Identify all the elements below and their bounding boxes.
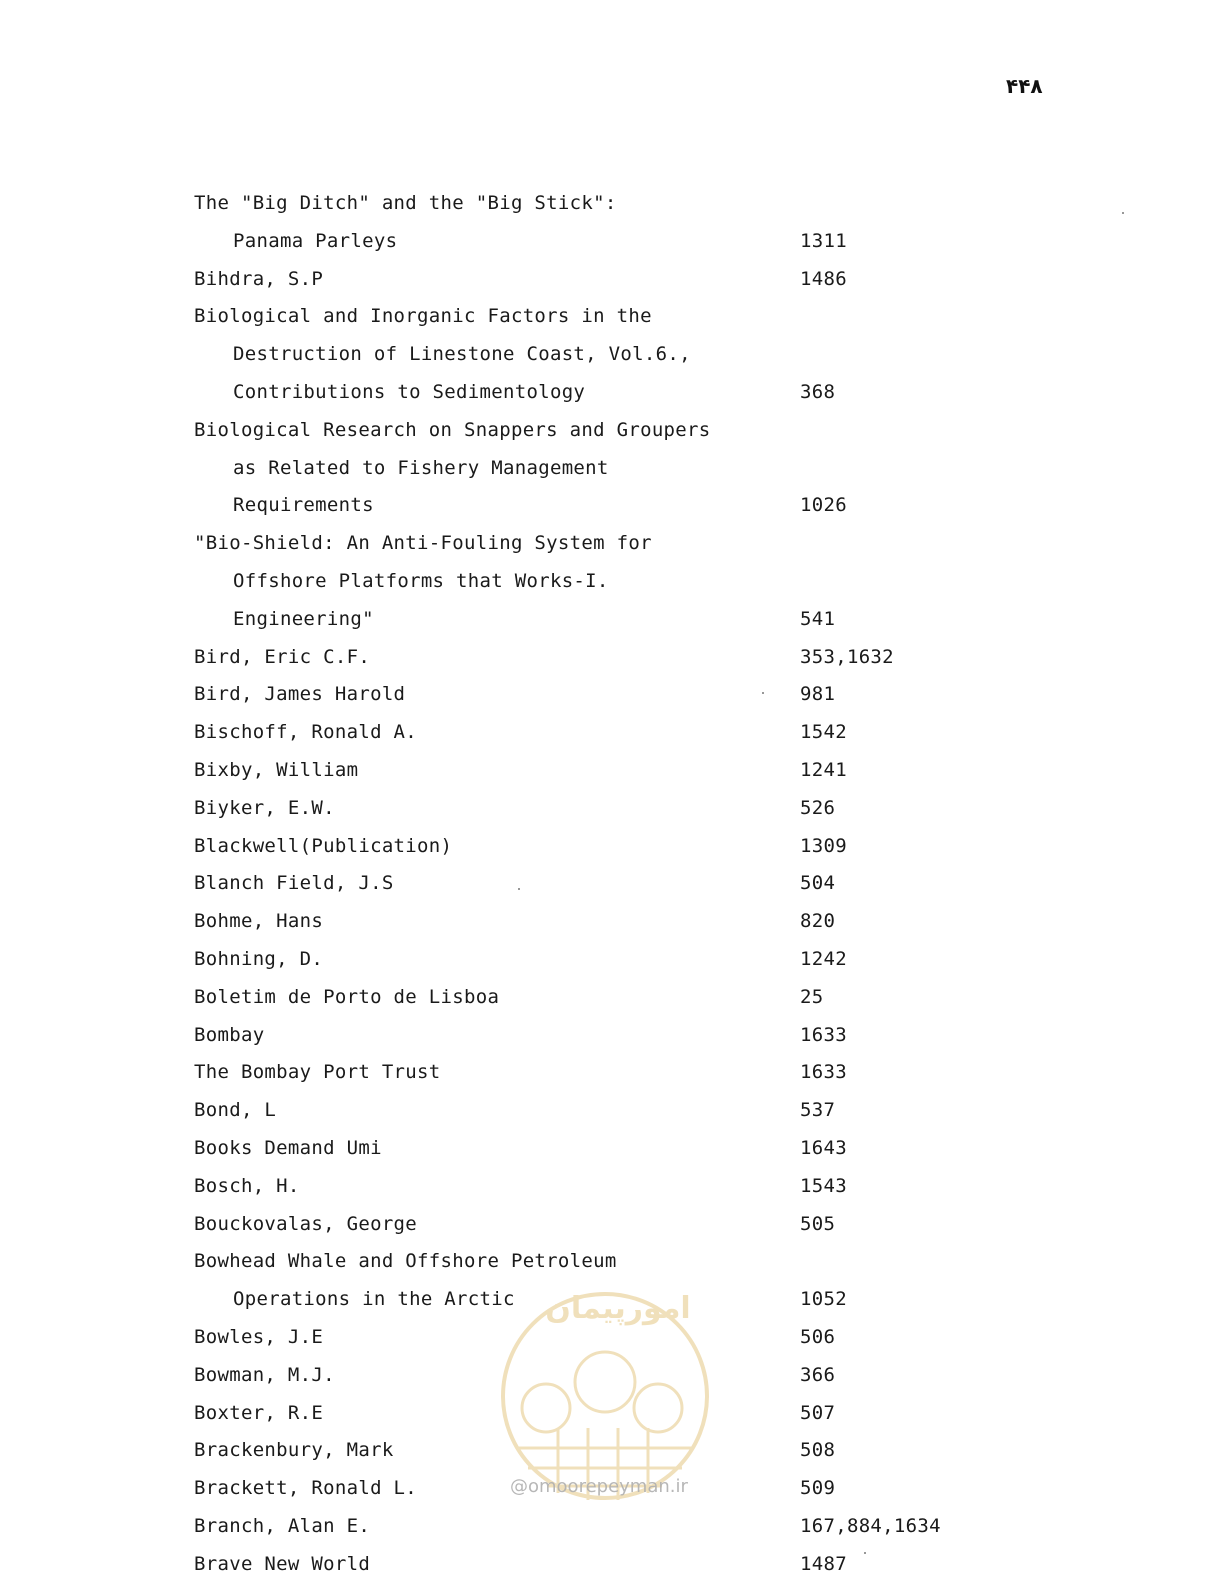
index-entry — [0, 979, 1228, 1017]
scan-speck — [762, 692, 764, 694]
page-number: ۴۴۸ — [1006, 74, 1043, 98]
index-entry-continuation — [0, 601, 1228, 639]
entry-pages: 1311 — [800, 229, 847, 252]
entry-text: Bihdra, S.P — [194, 267, 324, 290]
index-entry — [0, 903, 1228, 941]
entry-pages: 507 — [800, 1401, 836, 1424]
index-entry-continuation — [0, 336, 1228, 374]
entry-text: Boletim de Porto de Lisboa — [194, 985, 500, 1008]
entry-text: Boxter, R.E — [194, 1401, 324, 1424]
entry-text: Brackett, Ronald L. — [194, 1477, 418, 1500]
index-entry — [0, 1508, 1228, 1546]
entry-text: Bond, L — [194, 1099, 277, 1122]
entry-pages: 368 — [800, 380, 836, 403]
entry-pages: 509 — [800, 1477, 836, 1500]
entry-text: The Bombay Port Trust — [194, 1061, 441, 1084]
index-entry-continuation — [0, 374, 1228, 412]
entry-pages: 25 — [800, 985, 824, 1008]
entry-text: Bosch, H. — [194, 1174, 300, 1197]
entry-pages: 1052 — [800, 1288, 847, 1311]
scan-speck — [518, 888, 520, 890]
entry-pages: 537 — [800, 1099, 836, 1122]
index-entry-continuation — [0, 563, 1228, 601]
entry-text: Bowhead Whale and Offshore Petroleum — [194, 1250, 617, 1273]
entry-text: Bowles, J.E — [194, 1325, 324, 1348]
index-entry-continuation — [0, 450, 1228, 488]
index-entry-continuation — [0, 487, 1228, 525]
index-entry — [0, 1243, 1228, 1281]
index-entry — [0, 676, 1228, 714]
index-entry — [0, 1130, 1228, 1168]
index-entry — [0, 1168, 1228, 1206]
entry-pages: 1242 — [800, 947, 847, 970]
index-entry — [0, 1017, 1228, 1055]
index-entry — [0, 298, 1228, 336]
entry-text: Offshore Platforms that Works-I. — [233, 569, 609, 592]
index-entry — [0, 1054, 1228, 1092]
watermark-logo — [498, 1278, 712, 1506]
entry-text: Biological Research on Snappers and Groupers — [194, 418, 711, 441]
entry-pages: 1633 — [800, 1061, 847, 1084]
entry-text: Branch, Alan E. — [194, 1514, 371, 1537]
entry-pages: 820 — [800, 910, 836, 933]
entry-text: Brave New World — [194, 1552, 371, 1575]
entry-pages: 353,1632 — [800, 645, 894, 668]
entry-pages: 1543 — [800, 1174, 847, 1197]
index-entry — [0, 714, 1228, 752]
entry-pages: 1486 — [800, 267, 847, 290]
index-entry — [0, 412, 1228, 450]
index-entry — [0, 525, 1228, 563]
index-entry — [0, 1092, 1228, 1130]
index-entry — [0, 941, 1228, 979]
entry-text: Bird, James Harold — [194, 683, 406, 706]
entry-pages: 526 — [800, 796, 836, 819]
svg-text:امورپیمان: امورپیمان — [545, 1291, 691, 1326]
entry-pages: 1241 — [800, 758, 847, 781]
entry-text: Bixby, William — [194, 758, 359, 781]
entry-text: Panama Parleys — [233, 229, 398, 252]
entry-text: Destruction of Linestone Coast, Vol.6., — [233, 343, 691, 366]
entry-text: Bird, Eric C.F. — [194, 645, 371, 668]
entry-text: Requirements — [233, 494, 374, 517]
entry-pages: 506 — [800, 1325, 836, 1348]
index-entry — [0, 185, 1228, 223]
entry-pages: 1633 — [800, 1023, 847, 1046]
entry-text: Bischoff, Ronald A. — [194, 721, 418, 744]
entry-text: Bouckovalas, George — [194, 1212, 418, 1235]
entry-text: as Related to Fishery Management — [233, 456, 609, 479]
entry-pages: 981 — [800, 683, 836, 706]
entry-text: Operations in the Arctic — [233, 1288, 515, 1311]
entry-text: Brackenbury, Mark — [194, 1439, 394, 1462]
entry-pages: 1026 — [800, 494, 847, 517]
entry-text: Blanch Field, J.S — [194, 872, 394, 895]
entry-text: Contributions to Sedimentology — [233, 380, 586, 403]
entry-text: Biological and Inorganic Factors in the — [194, 305, 652, 328]
entry-text: Bohme, Hans — [194, 910, 324, 933]
entry-pages: 366 — [800, 1363, 836, 1386]
entry-text: Biyker, E.W. — [194, 796, 335, 819]
index-entry — [0, 752, 1228, 790]
entry-text: Bombay — [194, 1023, 265, 1046]
entry-pages: 1487 — [800, 1552, 847, 1575]
index-entry — [0, 639, 1228, 677]
entry-text: Blackwell(Publication) — [194, 834, 453, 857]
entry-pages: 1309 — [800, 834, 847, 857]
entry-text: Bowman, M.J. — [194, 1363, 335, 1386]
entry-text: The "Big Ditch" and the "Big Stick": — [194, 192, 617, 214]
entry-text: Bohning, D. — [194, 947, 324, 970]
scan-speck — [864, 1552, 866, 1554]
entry-pages: 505 — [800, 1212, 836, 1235]
index-entry — [0, 1546, 1228, 1584]
entry-text: Books Demand Umi — [194, 1136, 382, 1159]
index-entry-continuation — [0, 223, 1228, 261]
entry-pages: 1643 — [800, 1136, 847, 1159]
index-entry — [0, 790, 1228, 828]
watermark-caption: @omoorepeyman.ir — [510, 1476, 688, 1497]
entry-pages: 541 — [800, 607, 836, 630]
entry-pages: 504 — [800, 872, 836, 895]
index-entry — [0, 865, 1228, 903]
entry-pages: 1542 — [800, 721, 847, 744]
entry-text: "Bio-Shield: An Anti-Fouling System for — [194, 532, 652, 555]
entry-text: Engineering" — [233, 607, 374, 630]
scan-speck — [1122, 212, 1124, 214]
entry-pages: 508 — [800, 1439, 836, 1462]
index-entry — [0, 261, 1228, 299]
entry-pages: 167,884,1634 — [800, 1514, 941, 1537]
index-entry — [0, 1206, 1228, 1244]
index-entry — [0, 828, 1228, 866]
